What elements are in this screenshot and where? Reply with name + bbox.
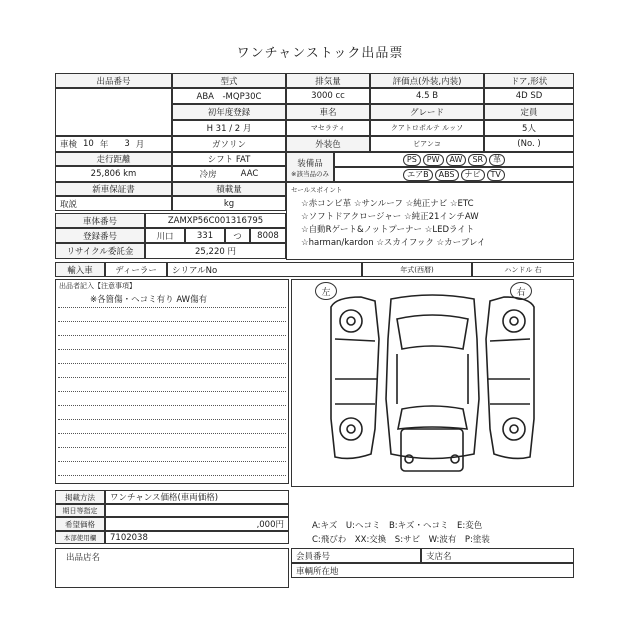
equip-navi: ナビ	[461, 169, 485, 181]
door-shape-header: ドア,形状	[484, 73, 574, 88]
color-value: ビアンコ	[370, 136, 484, 152]
sales-point-2: ☆ソフトドアクロージャー ☆純正21インチAW	[301, 212, 479, 222]
model-type-header: 型式	[172, 73, 286, 88]
handle-value: ハンドル 右	[472, 262, 574, 277]
vehicle-name-header: 車名	[286, 104, 370, 120]
damage-legend-1: A:キズ U:ヘコミ B:キズ・ヘコミ E:変色	[312, 521, 483, 531]
equip-sr: SR	[468, 154, 487, 166]
equip-airbag: エアB	[403, 169, 433, 181]
plate-class: 331	[185, 228, 225, 243]
manual-cell: 取説	[55, 196, 172, 211]
car-right-side-view	[486, 297, 534, 458]
notes-line-1: ※各箇傷・ヘコミ有り AW傷有	[90, 295, 208, 305]
price-header: 希望価格	[55, 517, 105, 531]
equip-abs: ABS	[435, 169, 459, 181]
car-front-rear-view	[401, 429, 463, 471]
sales-point-3: ☆自動Rゲート&ノットプーナー ☆LEDライト	[301, 225, 475, 235]
branch-name-cell: 支店名	[421, 548, 574, 563]
notes-label: 出品者記入【注意事項】	[59, 282, 136, 290]
equip-tv: TV	[487, 169, 505, 181]
equipment-label: 装備品	[297, 158, 323, 169]
price-value: ,000円	[105, 517, 289, 531]
damage-legend-2: C:飛びわ XX:交換 S:サビ W:波有 P:塗装	[312, 535, 490, 545]
plate-header: 登録番号	[55, 228, 145, 243]
fuel-value: ガソリン	[172, 136, 286, 152]
cooling-label: 冷房	[199, 170, 217, 180]
sales-point-label: セールスポイント	[291, 186, 343, 194]
first-reg-value: H 31 / 2 月	[172, 120, 286, 136]
deadline-header: 期日等指定	[55, 504, 105, 517]
grade-header: グレード	[370, 104, 484, 120]
door-shape-value: 4D SD	[484, 88, 574, 104]
displacement-header: 排気量	[286, 73, 370, 88]
plate-number: 8008	[250, 228, 286, 243]
dealer-value: ディーラー	[105, 262, 167, 277]
car-left-side-view	[331, 297, 379, 458]
load-header: 積載量	[172, 182, 286, 196]
score-value: 4.5 B	[370, 88, 484, 104]
vehicle-location-cell: 車輌所在地	[291, 563, 574, 578]
month-label: 月	[135, 140, 145, 150]
capacity-header: 定員	[484, 104, 574, 120]
deadline-value	[105, 504, 289, 517]
sales-point-4: ☆harman/kardon ☆スカイフック ☆カーブレイ	[301, 238, 486, 248]
mileage-header: 走行距離	[55, 152, 172, 166]
grade-value: クアトロポルテ ルッソ	[370, 120, 484, 136]
equipment-note: ※該当品のみ	[291, 169, 329, 178]
color-header: 外装色	[286, 136, 370, 152]
serial-value: シリアルNo	[167, 262, 362, 277]
equipment-row-1	[334, 152, 574, 167]
equip-ps: PS	[403, 154, 421, 166]
new-car-warranty-header: 新車保証書	[55, 182, 172, 196]
vehicle-name-value: マセラティ	[286, 120, 370, 136]
recycle-header: リサイクル委託金	[55, 243, 145, 259]
listing-number-value	[55, 88, 172, 136]
first-reg-header: 初年度登録	[172, 104, 286, 120]
left-side-label: 左	[315, 282, 337, 300]
score-header: 評価点(外装,内装)	[370, 73, 484, 88]
sales-point-box	[286, 182, 574, 260]
equipment-header	[286, 152, 334, 182]
inspection-month: 3	[124, 139, 130, 149]
equip-aw: AW	[446, 154, 467, 166]
recycle-value: 25,220 円	[145, 243, 286, 259]
shift-value: シフト FAT	[172, 152, 286, 166]
cooling-value: AAC	[240, 169, 259, 179]
chassis-header: 車体番号	[55, 213, 145, 228]
year-model-value: 年式(西暦)	[362, 262, 472, 277]
cooling-cell	[172, 166, 286, 182]
member-number-cell: 会員番号	[291, 548, 421, 563]
plate-kana: つ	[225, 228, 250, 243]
equip-pw: PW	[423, 154, 444, 166]
load-unit: kg	[172, 196, 286, 211]
car-damage-diagram	[291, 279, 574, 487]
year-label: 年	[99, 140, 109, 150]
model-type-value: ABA -MQP30C	[172, 88, 286, 104]
notes-box	[55, 279, 289, 484]
displacement-value: 3000 cc	[286, 88, 370, 104]
right-side-label: 右	[510, 282, 532, 300]
capacity-value: 5人	[484, 120, 574, 136]
color-number: (No. )	[484, 136, 574, 152]
inspection-cell	[55, 136, 172, 152]
inspection-year: 10	[83, 139, 94, 149]
chassis-value: ZAMXP56C001316795	[145, 213, 286, 228]
car-top-view	[386, 295, 479, 459]
listing-number-header: 出品番号	[55, 73, 172, 88]
listing-method-value: ワンチャンス価格(車両価格)	[105, 490, 289, 504]
inspection-label: 車検	[60, 140, 78, 150]
shop-name-box: 出品店名	[55, 548, 289, 588]
listing-method-header: 掲載方法	[55, 490, 105, 504]
equip-leather: 革	[489, 154, 505, 166]
plate-region: 川口	[145, 228, 185, 243]
memo-header: 本部使用欄	[55, 531, 105, 544]
equipment-row-2	[334, 167, 574, 182]
title: ワンチャンストック出品票	[236, 46, 404, 61]
sales-point-1: ☆赤コンビ革 ☆サンルーフ ☆純正ナビ ☆ETC	[301, 199, 474, 209]
mileage-value: 25,806 km	[55, 166, 172, 182]
memo-value: 7102038	[105, 531, 289, 544]
import-header: 輸入車	[55, 262, 105, 277]
